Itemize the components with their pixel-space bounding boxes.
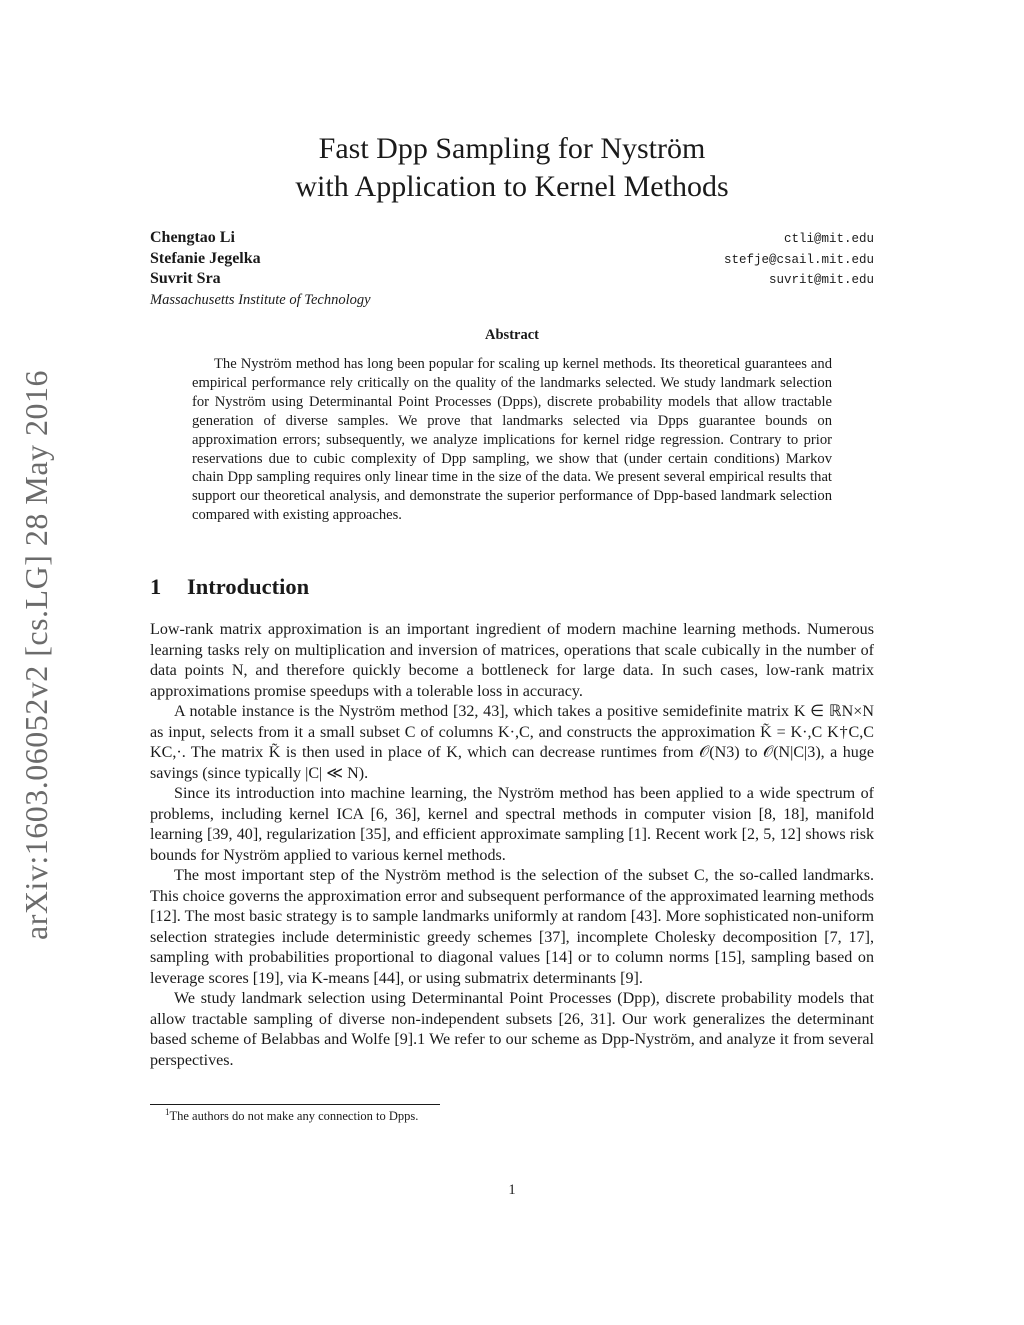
author-email: stefje@csail.mit.edu: [723, 252, 874, 267]
footnote-text: The authors do not make any connection to Dpps.: [169, 1109, 419, 1123]
paragraph: Since its introduction into machine learning, the Nyström method has been applied to a wide spectrum of problems, including kernel ICA [6, 36], kernel and spectral methods in computer vision [8, 18], manifold learning [39, 40], regularization [35], and efficient approximate sampling [1]. Recent work [2, 5, 12] shows risk bounds for Nyström applied to various kernel methods.: [150, 785, 874, 864]
author-name: Stefanie Jegelka: [150, 249, 261, 267]
introduction-body: [150, 620, 874, 1071]
author-name: Chengtao Li: [150, 229, 235, 246]
paper-title: [150, 130, 874, 206]
title-line-1: Fast Dpp Sampling for Nyström: [318, 132, 706, 165]
author-block: [150, 229, 874, 309]
affiliation: Massachusetts Institute of Technology: [150, 291, 371, 308]
section-number: 1: [150, 574, 162, 599]
section-heading: [150, 574, 309, 600]
arxiv-stamp: arXiv:1603.06052v2 [cs.LG] 28 May 2016: [18, 369, 54, 940]
abstract-body: The Nyström method has long been popular for scaling up kernel methods. Its theoretical guarantees and empirical performance rely critically on the quality of the landmarks selected. We study landmark selection for Nyström using Determinantal Point Processes (Dpps), discrete probability models that allow tractable generation of diverse samples. We prove that landmarks selected via Dpps guarantee bounds on approximation errors; subsequently, we analyze implications for kernel ridge regression. Contrary to prior reservations due to cubic complexity of Dpp sampling, we show that (under certain conditions) Markov chain Dpp sampling requires only linear time in the size of the data. We present several empirical results that support our theoretical analysis, and demonstrate the superior performance of Dpp-based landmark selection compared with existing approaches.: [192, 356, 832, 524]
paragraph: A notable instance is the Nyström method [32, 43], which takes a positive semidefinite matrix K ∈ ℝN×N as input, selects from it a small subset C of columns K·,C, and constructs the approximation K̃ = K·,C K†C,C KC,·. The matrix K̃ is then used in place of K, which can decrease runtimes from 𝒪(N3) to 𝒪(N|C|3), a huge savings (since typically |C| ≪ N).: [150, 703, 874, 782]
footnote: [165, 1106, 419, 1124]
title-line-2: with Application to Kernel Methods: [295, 170, 729, 203]
author-email: suvrit@mit.edu: [768, 273, 874, 287]
author-row: [150, 270, 874, 291]
author-email: ctli@mit.edu: [783, 232, 874, 246]
author-name: Suvrit Sra: [150, 270, 221, 287]
paragraph: Low-rank matrix approximation is an important ingredient of modern machine learning methods. Numerous learning tasks rely on multiplication and inversion of matrices, operations that scale cubically in the number of data points N, and therefore quickly become a bottleneck for large data. In such cases, low-rank matrix approximations promise speedups with a tolerable loss in accuracy.: [150, 621, 874, 700]
section-title: Introduction: [187, 574, 310, 599]
page-number: 1: [508, 1182, 516, 1198]
author-row: [150, 229, 874, 250]
paragraph: The most important step of the Nyström method is the selection of the subset C, the so-called landmarks. This choice governs the approximation error and subsequent performance of the approximated learning methods [12]. The most basic strategy is to sample landmarks uniformly at random [43]. More sophisticated non-uniform selection strategies include deterministic greedy schemes [37], incomplete Cholesky decomposition [7, 17], sampling with probabilities proportional to diagonal values [14] or to column norms [15], sampling based on leverage scores [19], via K-means [44], or using submatrix determinants [9].: [150, 867, 874, 987]
paragraph: We study landmark selection using Determinantal Point Processes (Dpp), discrete probability models that allow tractable sampling of diverse non-independent subsets [26, 31]. Our work generalizes the determinant based scheme of Belabbas and Wolfe [9].1 We refer to our scheme as Dpp-Nyström, and analyze it from several perspectives.: [150, 990, 874, 1069]
footnote-mark: 1: [165, 1106, 170, 1117]
abstract-heading: Abstract: [485, 327, 539, 343]
footnote-divider: [150, 1104, 440, 1105]
author-row: [150, 250, 874, 271]
